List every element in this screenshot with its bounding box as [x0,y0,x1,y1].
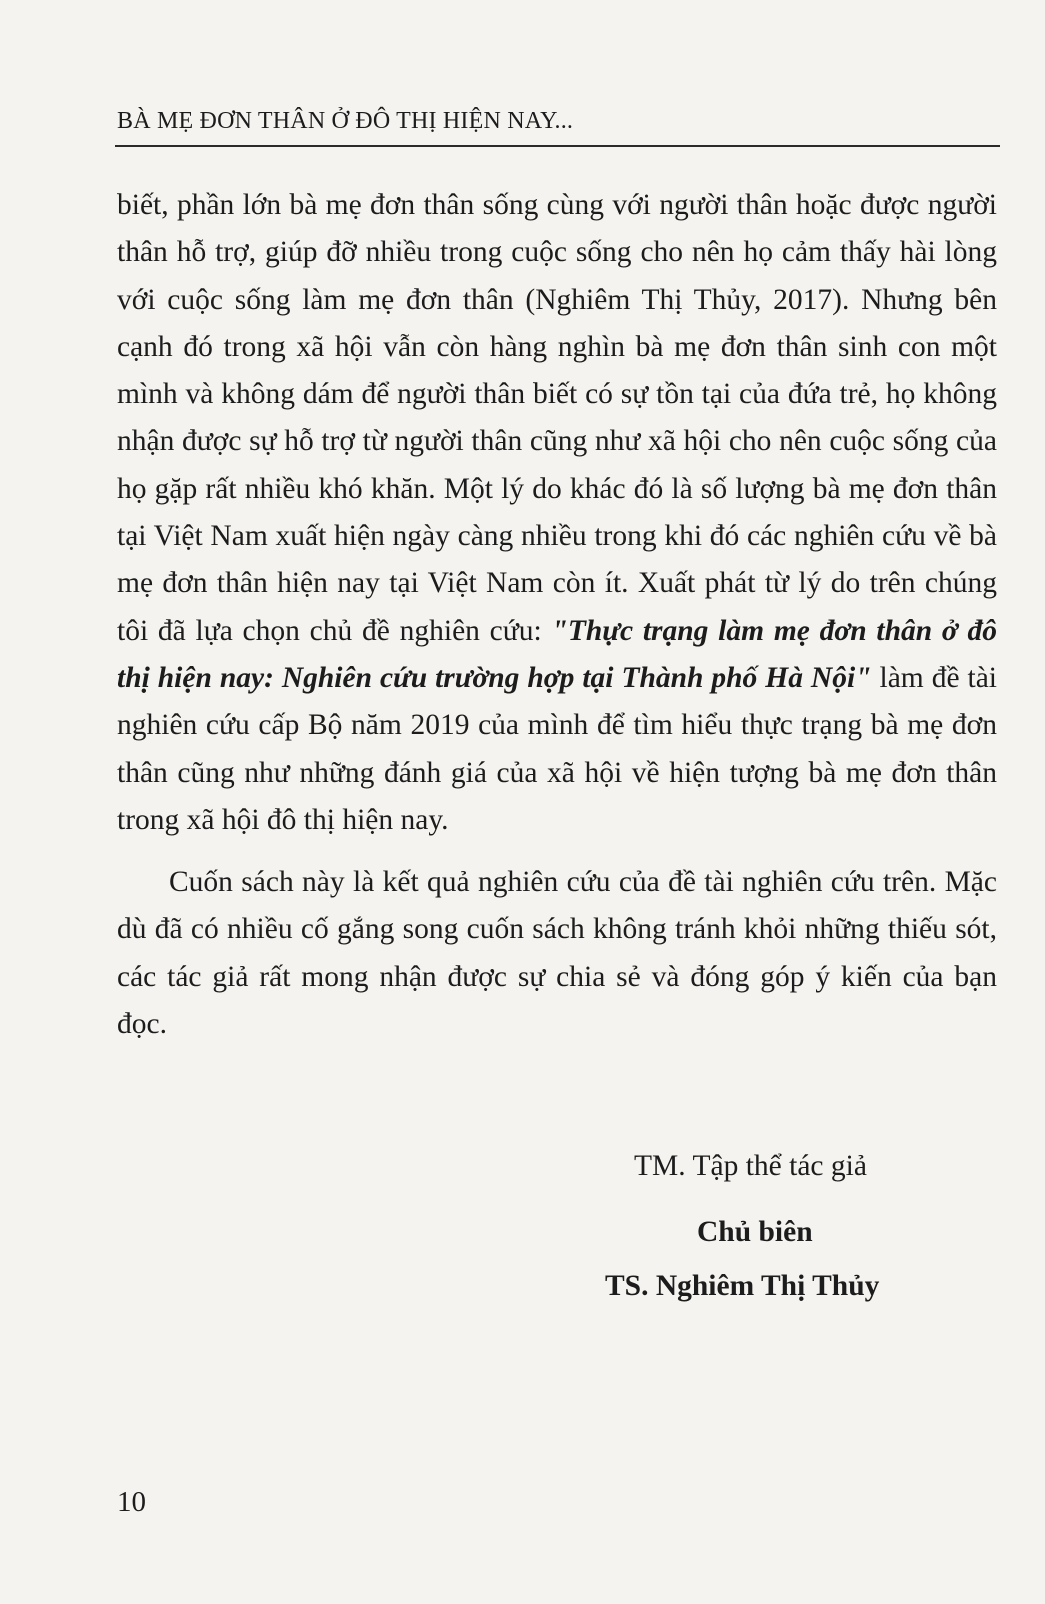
signature-name: TS. Nghiêm Thị Thủy [605,1270,880,1302]
paragraph-2: Cuốn sách này là kết quả nghiên cứu của đề tài nghiên cứu trên. Mặc dù đã có nhiều cố gắng song cuốn sách không tránh khỏi những thiếu sót, các tác giả rất mong nhận được sự chia sẻ và đóng góp ý kiến của bạn đọc. [117,866,997,1041]
research-title: "Thực trạng làm mẹ đơn thân ở đô thị hiện nay: Nghiên cứu trường hợp tại Thành phố Hà Nội" [117,614,997,694]
paragraph-1-text-before: biết, phần lớn bà mẹ đơn thân sống cùng với người thân hoặc được người thân hỗ trợ, giúp đỡ nhiều trong cuộc sống cho nên họ cảm thấy hài lòng với cuộc sống làm mẹ đơn thân (Nghiêm Thị Thủy, 2017). Nhưng bên cạnh đó trong xã hội vẫn còn hàng nghìn bà mẹ đơn thân sinh con một mình và không dám để người thân biết có sự tồn tại của đứa trẻ, họ không nhận được sự hỗ trợ từ người thân cũng như xã hội cho nên cuộc sống của họ gặp rất nhiều khó khăn. Một lý do khác đó là số lượng bà mẹ đơn thân tại Việt Nam xuất hiện ngày càng nhiều trong khi đó các nghiên cứu về bà mẹ đơn thân hiện nay tại Việt Nam còn ít. Xuất phát từ lý do trên chúng tôi đã lựa chọn chủ đề nghiên cứu: [117,189,997,647]
page-number: 10 [117,1486,146,1518]
running-head: BÀ MẸ ĐƠN THÂN Ở ĐÔ THỊ HIỆN NAY... [117,108,574,134]
paragraph-1-text-after: làm đề tài nghiên cứu cấp Bộ năm 2019 của mình để tìm hiểu thực trạng bà mẹ đơn thân cũng như những đánh giá của xã hội về hiện tượng bà mẹ đơn thân trong xã hội đô thị hiện nay. [117,661,997,836]
signature-role: Chủ biên [697,1216,813,1248]
signature-on-behalf: TM. Tập thể tác giả [634,1150,867,1182]
paragraph-1 [117,182,997,844]
body-text [117,182,997,1048]
header-rule [115,145,1000,147]
